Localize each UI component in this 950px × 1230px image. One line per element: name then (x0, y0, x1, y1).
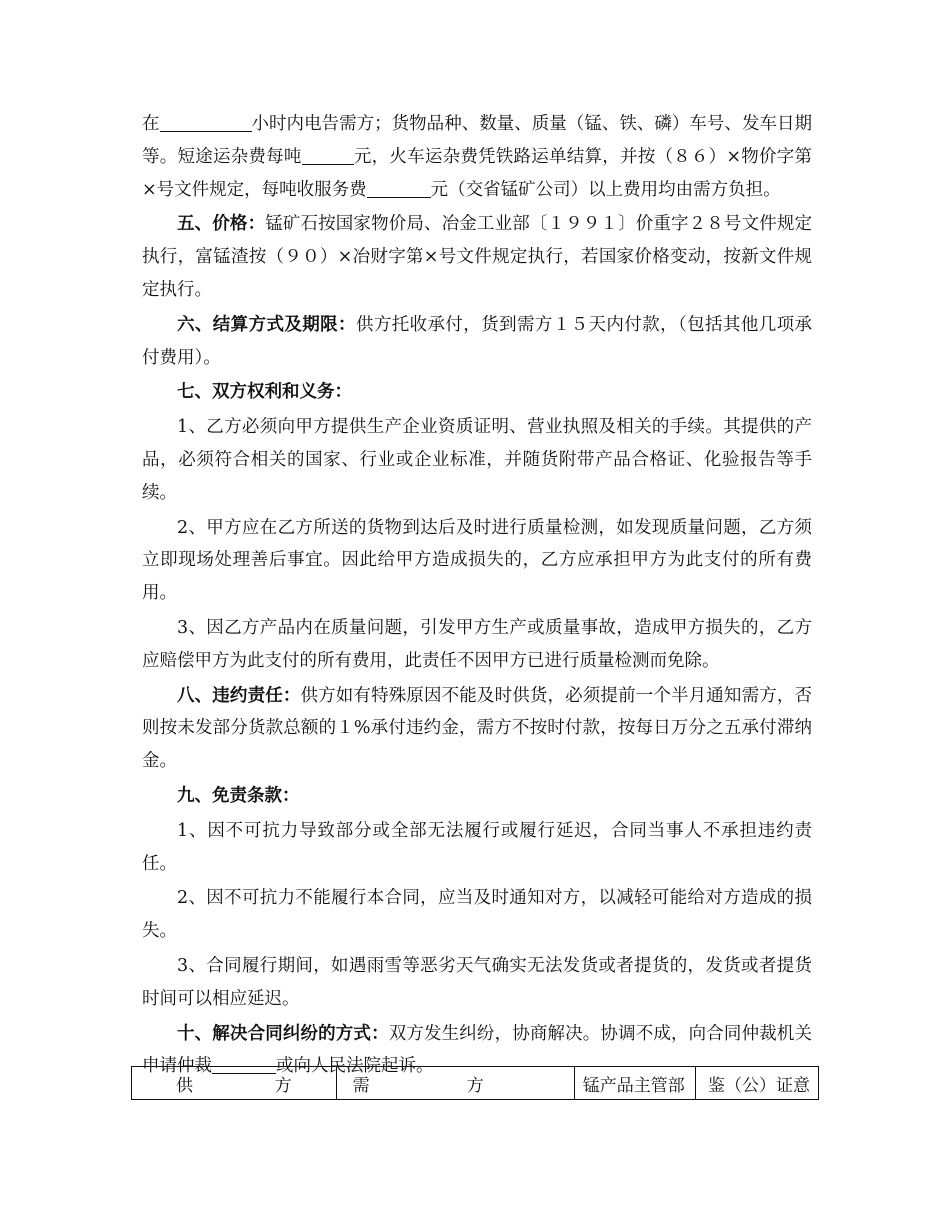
supplier-label: 方 (274, 1075, 292, 1096)
notary-cell: 鉴（公）证意 (696, 1067, 819, 1100)
section-6 (142, 309, 812, 375)
text: 元，火车运杂费凭铁路运单结算，并按（８６）×物价字第×号文件规定，每吨收服务费 (142, 146, 813, 200)
blank-hours (160, 113, 252, 132)
buyer-label: 需 (352, 1075, 370, 1096)
signature-header-row (132, 1067, 819, 1100)
section-10-text: 双方发生纠纷，协商解决。协调不成，向合同仲裁机关申请仲裁 (142, 1023, 813, 1077)
section-8 (142, 680, 812, 778)
section-9-item: 1、因不可抗力导致部分或全部无法履行或履行延迟，合同当事人不承担违约责任。 (142, 820, 812, 874)
buyer-cell (336, 1067, 574, 1100)
signature-table (131, 1066, 819, 1100)
text: 小时内电告需方；货物品种、数量、质量（锰、铁、磷）车号、发车日期等。短途运杂费每吨 (142, 114, 812, 167)
authority-cell: 锰产品主管部 (574, 1067, 695, 1100)
section-7-item: 1、乙方必须向甲方提供生产企业资质证明、营业执照及相关的手续。其提供的产品，必须符合相关的国家、行业或企业标准，并随货附带产品合格证、化验报告等手续。 (142, 417, 812, 503)
section-10-text: 或向人民法院起诉。 (276, 1056, 434, 1077)
section-9-item: 3、合同履行期间，如遇雨雪等恶劣天气确实无法发货或者提货的，发货或者提货时间可以相应延迟。 (142, 955, 812, 1009)
section-9-heading: 九、免责条款： (177, 785, 300, 806)
section-7-item: 3、因乙方产品内在质量问题，引发甲方生产或质量事故，造成甲方损失的，乙方应赔偿甲方为此支付的所有费用，此责任不因甲方已进行质量检测而免除。 (142, 617, 812, 671)
section-6-text: 供方托收承付，货到需方１５天内付款，（包括其他几项承付费用）。 (142, 314, 813, 368)
supplier-cell (132, 1067, 337, 1100)
section-6-heading: 六、结算方式及期限： (177, 314, 356, 335)
section-4-continuation (142, 108, 812, 206)
section-5-text: 锰矿石按国家物价局、冶金工业部〔１９９１〕价重字２８号文件规定执行，富锰渣按（９０）×冶财字第×号文件规定执行，若国家价格变动，按新文件规定执行。 (142, 214, 813, 300)
blank-service-fee (367, 179, 431, 198)
supplier-label: 供 (176, 1075, 193, 1096)
blank-short-freight (302, 146, 354, 165)
section-8-heading: 八、违约责任： (177, 685, 301, 706)
contract-body (142, 108, 812, 1083)
section-10-heading: 十、解决合同纠纷的方式： (177, 1023, 389, 1044)
section-8-text: 供方如有特殊原因不能及时供货，必须提前一个半月通知需方，否则按未发部分货款总额的１%承付违约金，需方不按时付款，按每日万分之五承付滞纳金。 (142, 685, 812, 772)
section-5-heading: 五、价格： (177, 214, 266, 235)
section-7-heading: 七、双方权利和义务： (177, 382, 352, 403)
section-7-item: 2、甲方应在乙方所送的货物到达后及时进行质量检测，如发现质量问题，乙方须立即现场处理善后事宜。因此给甲方造成损失的，乙方应承担甲方为此支付的所有费用。 (142, 517, 812, 604)
section-5 (142, 208, 812, 306)
text: 元（交省锰矿公司）以上费用均由需方负担。 (430, 179, 781, 200)
buyer-label: 方 (466, 1075, 484, 1096)
section-9-item: 2、因不可抗力不能履行本合同，应当及时通知对方，以减轻可能给对方造成的损失。 (142, 888, 812, 942)
text: 在 (142, 114, 160, 134)
